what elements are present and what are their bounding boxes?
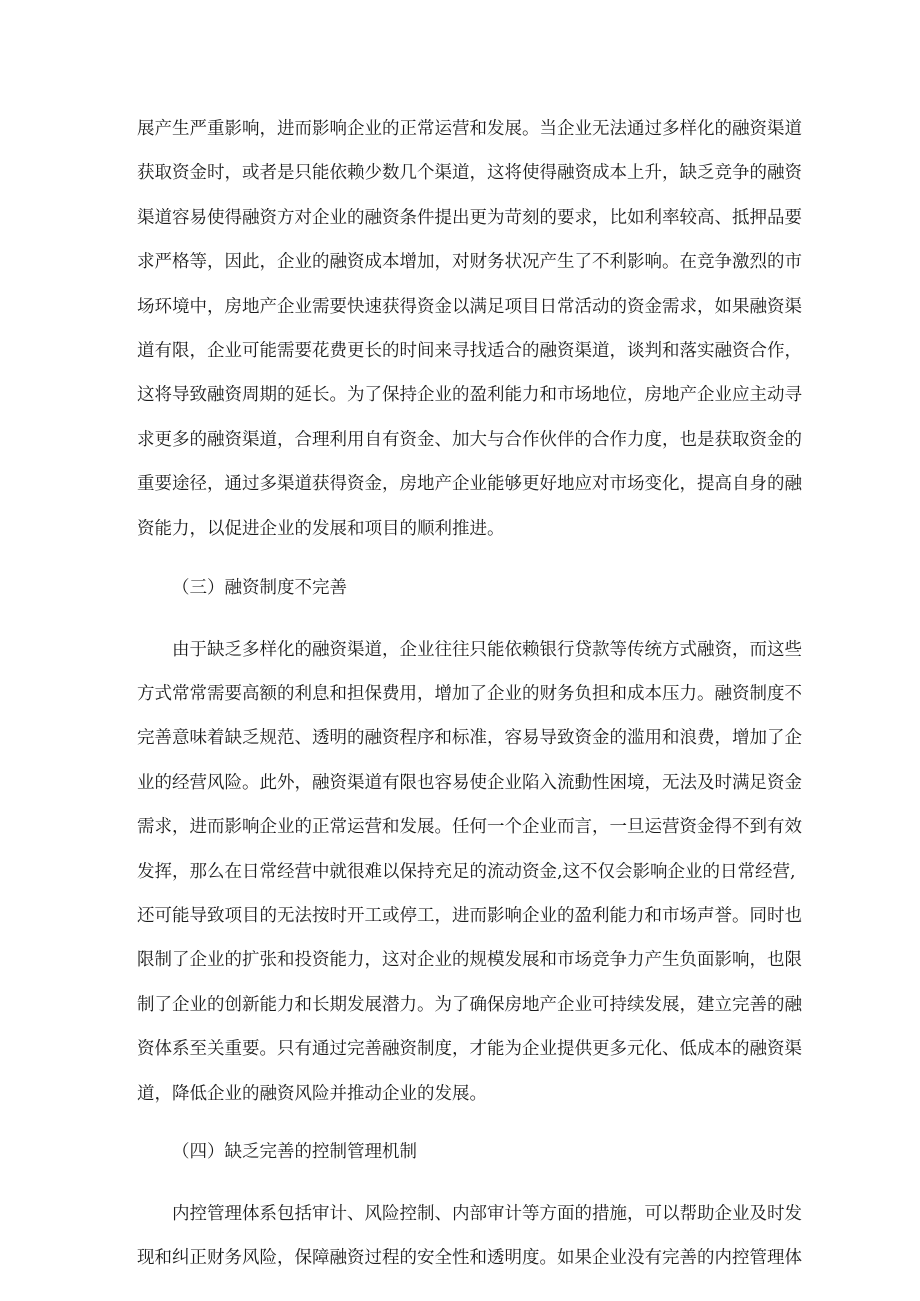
- text-line: 道，降低企业的融资风险并推动企业的发展。: [137, 1084, 487, 1104]
- text-line: 需求，进而影响企业的正常运营和发展。任何一个企业而言，一旦运营资金得不到有效: [137, 817, 802, 837]
- text-line: 内控管理体系包括审计、风险控制、内部审计等方面的措施，可以帮助企业及时发: [172, 1204, 802, 1224]
- text-line: 求严格等，因此，企业的融资成本增加，对财务状况产生了不利影响。在竞争激烈的市: [137, 252, 802, 272]
- section-heading: （四）缺乏完善的控制管理机制: [172, 1142, 417, 1162]
- text-line: 由于缺乏多样化的融资渠道，企业往往只能依赖银行贷款等传统方式融资，而这些: [172, 640, 802, 660]
- text-line: 方式常常需要高额的利息和担保费用，增加了企业的财务负担和成本压力。融资制度不: [137, 684, 802, 704]
- text-line: 资体系至关重要。只有通过完善融资制度，才能为企业提供更多元化、低成本的融资渠: [137, 1039, 802, 1059]
- text-line: 渠道容易使得融资方对企业的融资条件提出更为苛刻的要求，比如利率较高、抵押品要: [137, 208, 802, 228]
- text-line: 发挥，那么在日常经营中就很难以保持充足的流动资金,这不仅会影响企业的日常经营,: [137, 862, 796, 882]
- text-line: 重要途径，通过多渠道获得资金，房地产企业能够更好地应对市场变化，提高自身的融: [137, 474, 802, 494]
- text-line: 求更多的融资渠道，合理利用自有资金、加大与合作伙伴的合作力度，也是获取资金的: [137, 430, 802, 450]
- text-line: 资能力，以促进企业的发展和项目的顺利推进。: [137, 519, 505, 539]
- text-line: 完善意味着缺乏规范、透明的融资程序和标准，容易导致资金的滥用和浪费，增加了企: [137, 728, 802, 748]
- text-line: 场环境中，房地产企业需要快速获得资金以满足项目日常活动的资金需求，如果融资渠: [137, 297, 802, 317]
- text-line: 限制了企业的扩张和投资能力，这对企业的规模发展和市场竞争力产生负面影响，也限: [137, 950, 802, 970]
- section-heading: （三）融资制度不完善: [172, 578, 347, 598]
- text-line: 还可能导致项目的无法按时开工或停工，进而影响企业的盈利能力和市场声誉。同时也: [137, 906, 802, 926]
- text-line: 展产生严重影响，进而影响企业的正常运营和发展。当企业无法通过多样化的融资渠道: [137, 119, 802, 139]
- text-line: 制了企业的创新能力和长期发展潜力。为了确保房地产企业可持续发展，建立完善的融: [137, 995, 802, 1015]
- text-line: 获取资金时，或者是只能依赖少数几个渠道，这将使得融资成本上升，缺乏竞争的融资: [137, 163, 802, 183]
- text-line: 现和纠正财务风险，保障融资过程的安全性和透明度。如果企业没有完善的内控管理体: [137, 1248, 802, 1268]
- text-line: 道有限，企业可能需要花费更长的时间来寻找适合的融资渠道，谈判和落实融资合作，: [137, 341, 802, 361]
- text-line: 这将导致融资周期的延长。为了保持企业的盈利能力和市场地位，房地产企业应主动寻: [137, 385, 802, 405]
- text-line: 业的经营风险。此外，融资渠道有限也容易使企业陷入流動性困境，无法及时满足资金: [137, 773, 802, 793]
